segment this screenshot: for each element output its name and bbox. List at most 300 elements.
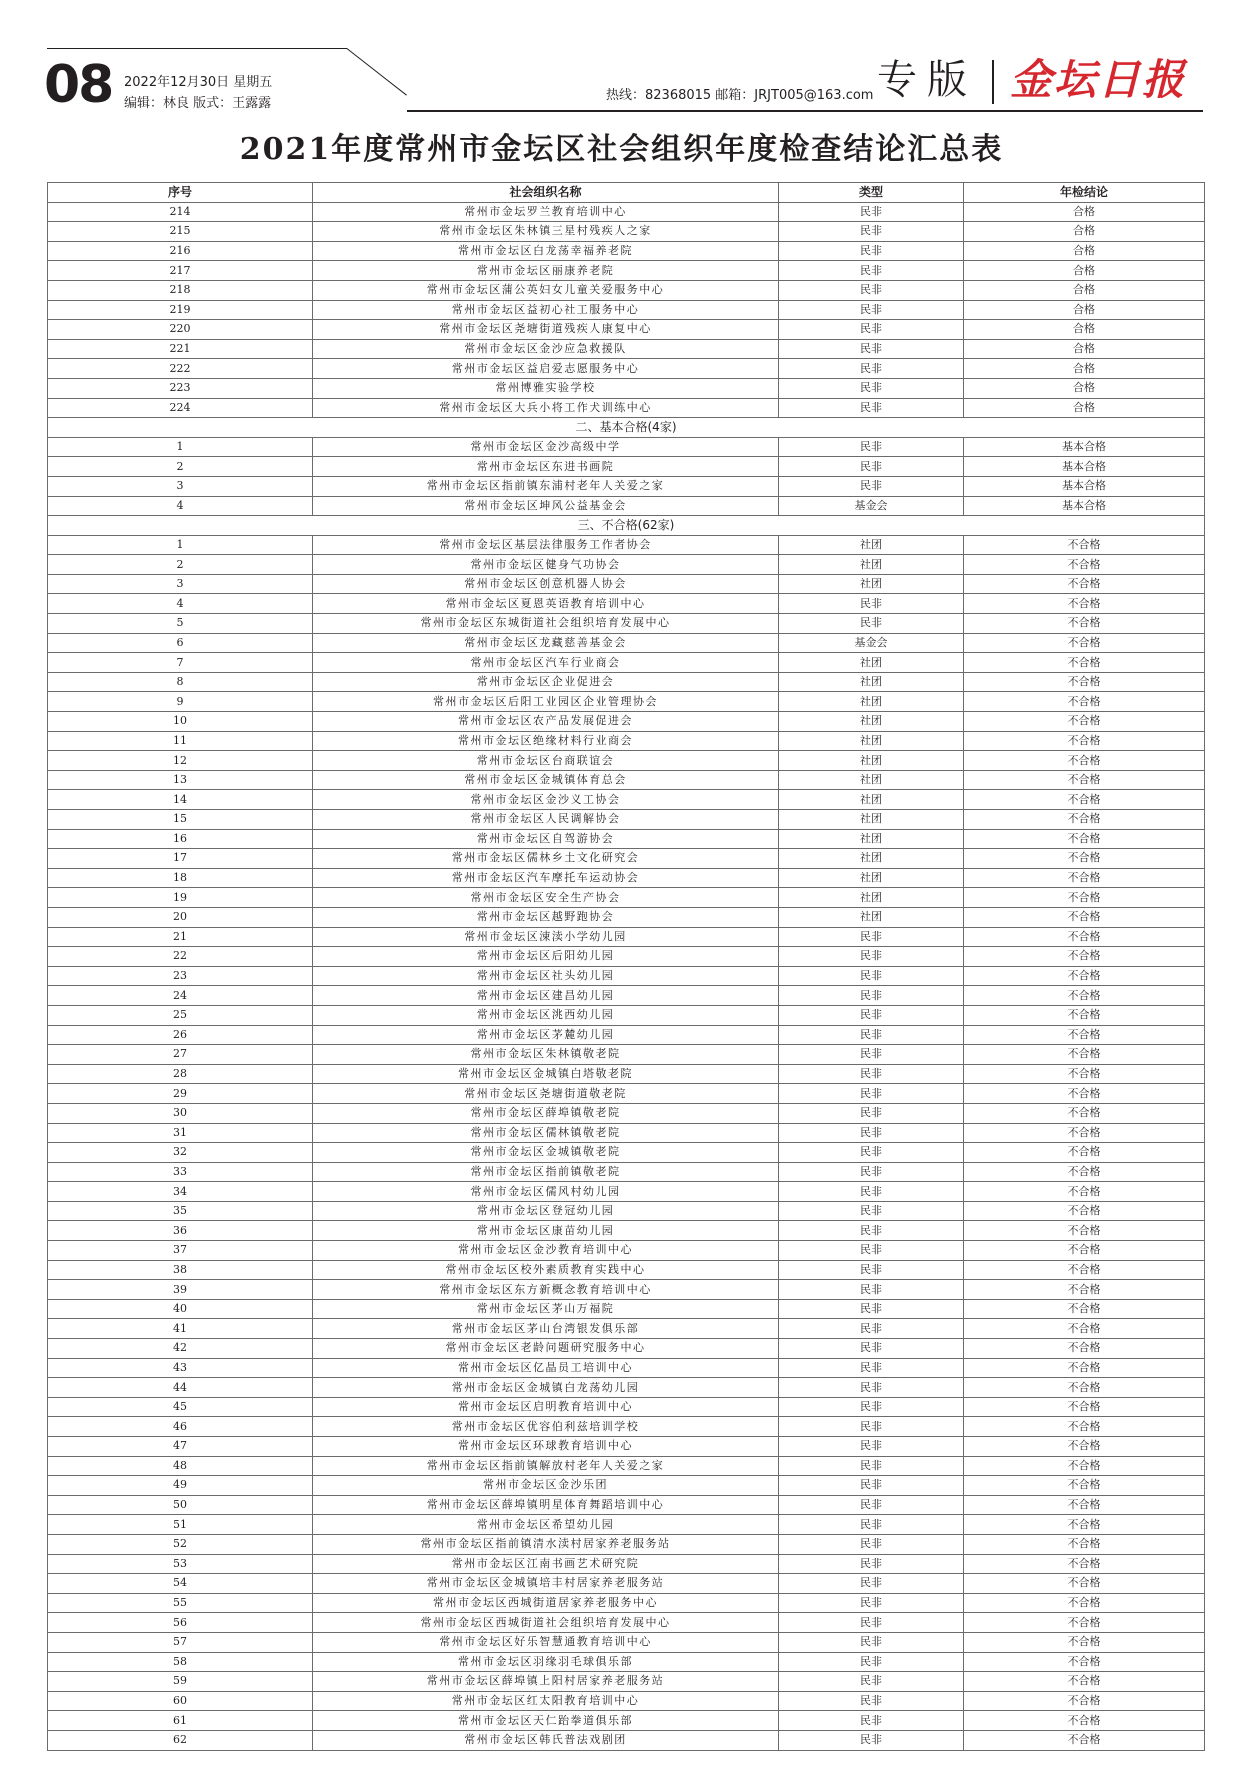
cell-org-name: 常州市金坛区坤风公益基金会 [313,496,779,516]
table-row [48,1378,1205,1398]
cell-index: 217 [48,261,313,281]
cell-org-name: 常州市金坛区龙藏慈善基金会 [313,633,779,653]
page-number: 08 [44,55,113,115]
cell-result: 不合格 [964,1084,1205,1104]
cell-result: 不合格 [964,1476,1205,1496]
cell-type: 社团 [779,888,964,908]
cell-result: 不合格 [964,1260,1205,1280]
cell-type: 民非 [779,1143,964,1163]
section-heading-row [48,516,1205,536]
cell-result: 不合格 [964,986,1205,1006]
cell-org-name: 常州市金坛区汽车摩托车运动协会 [313,868,779,888]
section-heading-row [48,418,1205,438]
table-row [48,1280,1205,1300]
cell-org-name: 常州市金坛区东进书画院 [313,457,779,477]
table-row [48,868,1205,888]
table-row [48,888,1205,908]
table-row [48,1182,1205,1202]
col-header-index: 序号 [48,183,313,203]
cell-org-name: 常州市金坛区环球教育培训中心 [313,1437,779,1457]
cell-type: 民非 [779,1005,964,1025]
cell-result: 不合格 [964,1613,1205,1633]
cell-org-name: 常州市金坛区涑渎小学幼儿园 [313,927,779,947]
cell-result: 基本合格 [964,457,1205,477]
cell-index: 4 [48,594,313,614]
table-row [48,1241,1205,1261]
cell-result: 不合格 [964,1437,1205,1457]
cell-index: 21 [48,927,313,947]
cell-type: 民非 [779,1025,964,1045]
cell-type: 社团 [779,712,964,732]
cell-result: 不合格 [964,1574,1205,1594]
cell-org-name: 常州市金坛区金沙高级中学 [313,437,779,457]
cell-org-name: 常州市金坛区天仁跆拳道俱乐部 [313,1711,779,1731]
cell-result: 不合格 [964,1064,1205,1084]
cell-index: 219 [48,300,313,320]
cell-org-name: 常州市金坛区大兵小将工作犬训练中心 [313,398,779,418]
cell-org-name: 常州市金坛区指前镇清水渎村居家养老服务站 [313,1534,779,1554]
table-row [48,1730,1205,1750]
cell-result: 不合格 [964,849,1205,869]
header-rule-diagonal [346,48,407,96]
cell-result: 不合格 [964,1143,1205,1163]
cell-type: 民非 [779,1280,964,1300]
cell-org-name: 常州市金坛区希望幼儿园 [313,1515,779,1535]
cell-org-name: 常州市金坛区金城镇白塔敬老院 [313,1064,779,1084]
cell-index: 34 [48,1182,313,1202]
cell-type: 民非 [779,1241,964,1261]
cell-org-name: 常州市金坛区汽车行业商会 [313,653,779,673]
cell-org-name: 常州市金坛区西城街道居家养老服务中心 [313,1593,779,1613]
cell-index: 28 [48,1064,313,1084]
cell-org-name: 常州市金坛区薛埠镇敬老院 [313,1103,779,1123]
cell-result: 不合格 [964,1358,1205,1378]
cell-org-name: 常州博雅实验学校 [313,378,779,398]
cell-type: 民非 [779,614,964,634]
table-row [48,1417,1205,1437]
table-row [48,574,1205,594]
cell-type: 民非 [779,1339,964,1359]
cell-result: 不合格 [964,712,1205,732]
table-row [48,1005,1205,1025]
cell-result: 不合格 [964,1397,1205,1417]
cell-org-name: 常州市金坛区儒风村幼儿园 [313,1182,779,1202]
cell-index: 12 [48,751,313,771]
cell-result: 不合格 [964,1691,1205,1711]
cell-org-name: 常州市金坛区自驾游协会 [313,829,779,849]
cell-index: 220 [48,320,313,340]
table-row [48,986,1205,1006]
table-row [48,790,1205,810]
cell-result: 不合格 [964,1672,1205,1692]
section-name: 专版 [877,57,977,103]
cell-index: 25 [48,1005,313,1025]
table-row [48,1711,1205,1731]
cell-index: 61 [48,1711,313,1731]
cell-type: 民非 [779,1084,964,1104]
cell-org-name: 常州市金坛区东方新概念教育培训中心 [313,1280,779,1300]
cell-org-name: 常州市金坛区金城镇白龙荡幼儿园 [313,1378,779,1398]
cell-org-name: 常州市金坛区安全生产协会 [313,888,779,908]
cell-type: 民非 [779,339,964,359]
cell-org-name: 常州市金坛区金沙乐团 [313,1476,779,1496]
cell-type: 民非 [779,1103,964,1123]
cell-type: 民非 [779,1632,964,1652]
table-row [48,692,1205,712]
table-row [48,1652,1205,1672]
cell-org-name: 常州市金坛区绝缘材料行业商会 [313,731,779,751]
cell-result: 不合格 [964,888,1205,908]
cell-type: 民非 [779,927,964,947]
cell-type: 民非 [779,1397,964,1417]
cell-result: 不合格 [964,1162,1205,1182]
cell-org-name: 常州市金坛区指前镇解放村老年人关爱之家 [313,1456,779,1476]
header-rule-bottom [407,110,1203,112]
cell-index: 39 [48,1280,313,1300]
cell-result: 基本合格 [964,496,1205,516]
cell-org-name: 常州市金坛区校外素质教育实践中心 [313,1260,779,1280]
cell-type: 民非 [779,1534,964,1554]
cell-org-name: 常州市金坛区登冠幼儿园 [313,1201,779,1221]
cell-type: 民非 [779,1613,964,1633]
cell-org-name: 常州市金坛区台商联谊会 [313,751,779,771]
table-row [48,1339,1205,1359]
cell-result: 不合格 [964,1182,1205,1202]
table-row [48,770,1205,790]
cell-type: 民非 [779,359,964,379]
cell-index: 47 [48,1437,313,1457]
table-row [48,1574,1205,1594]
cell-type: 民非 [779,1417,964,1437]
table-row [48,535,1205,555]
cell-index: 16 [48,829,313,849]
cell-org-name: 常州市金坛区金城镇敬老院 [313,1143,779,1163]
cell-type: 社团 [779,829,964,849]
cell-org-name: 常州市金坛区白龙荡幸福养老院 [313,241,779,261]
cell-type: 民非 [779,1554,964,1574]
cell-index: 35 [48,1201,313,1221]
cell-type: 社团 [779,849,964,869]
cell-type: 社团 [779,731,964,751]
table-row [48,1554,1205,1574]
cell-index: 214 [48,202,313,222]
cell-org-name: 常州市金坛区金沙教育培训中心 [313,1241,779,1261]
cell-type: 民非 [779,1378,964,1398]
contact-info: 热线：82368015 邮箱：JRJT005@163.com [606,88,874,103]
cell-result: 不合格 [964,751,1205,771]
cell-type: 民非 [779,202,964,222]
cell-index: 44 [48,1378,313,1398]
cell-org-name: 常州市金坛罗兰教育培训中心 [313,202,779,222]
cell-type: 民非 [779,1221,964,1241]
cell-result: 不合格 [964,810,1205,830]
cell-index: 13 [48,770,313,790]
cell-type: 民非 [779,594,964,614]
section-heading: 二、基本合格(4家) [48,418,1205,438]
table-row [48,1476,1205,1496]
cell-type: 民非 [779,1162,964,1182]
cell-org-name: 常州市金坛区薛埠镇明星体育舞蹈培训中心 [313,1495,779,1515]
newspaper-masthead-logo: 金坛日报 [1010,55,1187,104]
cell-result: 不合格 [964,1241,1205,1261]
cell-org-name: 常州市金坛区好乐智慧通教育培训中心 [313,1632,779,1652]
table-row [48,947,1205,967]
cell-index: 223 [48,378,313,398]
cell-index: 60 [48,1691,313,1711]
cell-result: 不合格 [964,1534,1205,1554]
cell-index: 221 [48,339,313,359]
table-row [48,555,1205,575]
cell-org-name: 常州市金坛区儒林镇敬老院 [313,1123,779,1143]
cell-type: 社团 [779,574,964,594]
cell-index: 52 [48,1534,313,1554]
cell-org-name: 常州市金坛区创意机器人协会 [313,574,779,594]
cell-index: 19 [48,888,313,908]
cell-index: 53 [48,1554,313,1574]
col-header-result: 年检结论 [964,183,1205,203]
cell-index: 2 [48,555,313,575]
cell-org-name: 常州市金坛区金城镇培丰村居家养老服务站 [313,1574,779,1594]
table-row [48,1162,1205,1182]
cell-org-name: 常州市金坛区红太阳教育培训中心 [313,1691,779,1711]
cell-result: 不合格 [964,1319,1205,1339]
cell-index: 62 [48,1730,313,1750]
cell-result: 不合格 [964,574,1205,594]
cell-index: 10 [48,712,313,732]
cell-result: 不合格 [964,1652,1205,1672]
table-row [48,261,1205,281]
cell-index: 55 [48,1593,313,1613]
cell-result: 不合格 [964,1730,1205,1750]
table-row [48,927,1205,947]
cell-type: 社团 [779,810,964,830]
cell-type: 民非 [779,1299,964,1319]
cell-type: 民非 [779,476,964,496]
cell-result: 不合格 [964,1593,1205,1613]
cell-org-name: 常州市金坛区朱林镇敬老院 [313,1045,779,1065]
cell-org-name: 常州市金坛区启明教育培训中心 [313,1397,779,1417]
cell-type: 社团 [779,868,964,888]
table-row [48,907,1205,927]
section-heading: 三、不合格(62家) [48,516,1205,536]
cell-org-name: 常州市金坛区蒲公英妇女儿童关爱服务中心 [313,280,779,300]
cell-type: 社团 [779,907,964,927]
cell-type: 民非 [779,1358,964,1378]
cell-result: 不合格 [964,790,1205,810]
table-row [48,496,1205,516]
table-row [48,398,1205,418]
table-row [48,222,1205,242]
table-row [48,1045,1205,1065]
cell-type: 民非 [779,1319,964,1339]
cell-index: 216 [48,241,313,261]
table-row [48,594,1205,614]
cell-org-name: 常州市金坛区朱林镇三星村残疾人之家 [313,222,779,242]
table-row [48,633,1205,653]
cell-result: 合格 [964,378,1205,398]
cell-index: 14 [48,790,313,810]
cell-index: 218 [48,280,313,300]
cell-type: 社团 [779,672,964,692]
cell-type: 基金会 [779,496,964,516]
cell-index: 58 [48,1652,313,1672]
cell-type: 民非 [779,986,964,1006]
cell-type: 民非 [779,300,964,320]
table-row [48,810,1205,830]
table-row [48,339,1205,359]
cell-index: 5 [48,614,313,634]
cell-result: 不合格 [964,1045,1205,1065]
cell-org-name: 常州市金坛区农产品发展促进会 [313,712,779,732]
cell-type: 社团 [779,555,964,575]
cell-result: 不合格 [964,1280,1205,1300]
cell-org-name: 常州市金坛区优容伯利兹培训学校 [313,1417,779,1437]
cell-result: 不合格 [964,594,1205,614]
table-row [48,1534,1205,1554]
cell-type: 社团 [779,653,964,673]
cell-index: 41 [48,1319,313,1339]
cell-org-name: 常州市金坛区夏恩英语教育培训中心 [313,594,779,614]
cell-index: 42 [48,1339,313,1359]
cell-type: 民非 [779,222,964,242]
cell-result: 不合格 [964,633,1205,653]
table-row [48,457,1205,477]
table-row [48,1103,1205,1123]
cell-result: 不合格 [964,947,1205,967]
cell-org-name: 常州市金坛区韩氏普法戏剧团 [313,1730,779,1750]
cell-type: 民非 [779,1574,964,1594]
cell-org-name: 常州市金坛区江南书画艺术研究院 [313,1554,779,1574]
table-row [48,1025,1205,1045]
table-row [48,320,1205,340]
cell-result: 不合格 [964,1417,1205,1437]
table-row [48,1299,1205,1319]
cell-org-name: 常州市金坛区健身气功协会 [313,555,779,575]
inspection-results-table [47,182,1205,1751]
cell-type: 社团 [779,692,964,712]
cell-org-name: 常州市金坛区金城镇体育总会 [313,770,779,790]
cell-type: 民非 [779,1730,964,1750]
cell-result: 合格 [964,339,1205,359]
cell-index: 24 [48,986,313,1006]
table-row [48,476,1205,496]
table-row [48,1221,1205,1241]
table-row [48,1632,1205,1652]
cell-type: 民非 [779,1182,964,1202]
header-rule-top [47,48,347,49]
cell-result: 不合格 [964,731,1205,751]
cell-index: 18 [48,868,313,888]
cell-org-name: 常州市金坛区人民调解协会 [313,810,779,830]
col-header-org-name: 社会组织名称 [313,183,779,203]
issue-date: 2022年12月30日 星期五 [124,75,273,90]
cell-result: 不合格 [964,1005,1205,1025]
cell-result: 不合格 [964,829,1205,849]
cell-org-name: 常州市金坛区洮西幼儿园 [313,1005,779,1025]
cell-type: 民非 [779,320,964,340]
cell-index: 38 [48,1260,313,1280]
cell-index: 2 [48,457,313,477]
cell-index: 8 [48,672,313,692]
table-row [48,202,1205,222]
document-title: 2021年度常州市金坛区社会组织年度检查结论汇总表 [239,132,1004,167]
cell-index: 32 [48,1143,313,1163]
cell-index: 26 [48,1025,313,1045]
cell-result: 不合格 [964,653,1205,673]
cell-index: 33 [48,1162,313,1182]
cell-result: 基本合格 [964,437,1205,457]
cell-index: 46 [48,1417,313,1437]
cell-org-name: 常州市金坛区东城街道社会组织培育发展中心 [313,614,779,634]
cell-result: 不合格 [964,1299,1205,1319]
cell-org-name: 常州市金坛区茅山万福院 [313,1299,779,1319]
table-row [48,1260,1205,1280]
cell-org-name: 常州市金坛区康苗幼儿园 [313,1221,779,1241]
cell-result: 不合格 [964,1221,1205,1241]
cell-type: 民非 [779,280,964,300]
cell-result: 合格 [964,359,1205,379]
cell-result: 不合格 [964,1378,1205,1398]
cell-type: 民非 [779,1045,964,1065]
cell-result: 不合格 [964,614,1205,634]
cell-index: 4 [48,496,313,516]
cell-org-name: 常州市金坛区指前镇敬老院 [313,1162,779,1182]
cell-type: 民非 [779,398,964,418]
table-row [48,1495,1205,1515]
cell-index: 222 [48,359,313,379]
cell-org-name: 常州市金坛区金沙应急救援队 [313,339,779,359]
cell-type: 民非 [779,241,964,261]
cell-result: 不合格 [964,1515,1205,1535]
cell-type: 民非 [779,457,964,477]
cell-result: 不合格 [964,1456,1205,1476]
cell-index: 22 [48,947,313,967]
cell-index: 27 [48,1045,313,1065]
cell-index: 7 [48,653,313,673]
table-row [48,1143,1205,1163]
cell-index: 1 [48,535,313,555]
cell-result: 不合格 [964,555,1205,575]
cell-org-name: 常州市金坛区老龄问题研究服务中心 [313,1339,779,1359]
cell-org-name: 常州市金坛区茅麓幼儿园 [313,1025,779,1045]
table-row [48,849,1205,869]
cell-result: 不合格 [964,672,1205,692]
cell-result: 合格 [964,280,1205,300]
cell-index: 49 [48,1476,313,1496]
table-row [48,1358,1205,1378]
table-row [48,1672,1205,1692]
table-row [48,300,1205,320]
cell-type: 民非 [779,966,964,986]
cell-result: 不合格 [964,966,1205,986]
cell-type: 社团 [779,770,964,790]
cell-type: 民非 [779,1260,964,1280]
cell-type: 民非 [779,437,964,457]
table-row [48,1593,1205,1613]
cell-type: 民非 [779,1201,964,1221]
table-row [48,437,1205,457]
cell-result: 合格 [964,222,1205,242]
cell-result: 不合格 [964,1554,1205,1574]
cell-type: 民非 [779,1711,964,1731]
cell-result: 不合格 [964,927,1205,947]
cell-org-name: 常州市金坛区益初心社工服务中心 [313,300,779,320]
table-row [48,241,1205,261]
cell-index: 23 [48,966,313,986]
cell-type: 社团 [779,751,964,771]
cell-index: 51 [48,1515,313,1535]
cell-type: 社团 [779,790,964,810]
